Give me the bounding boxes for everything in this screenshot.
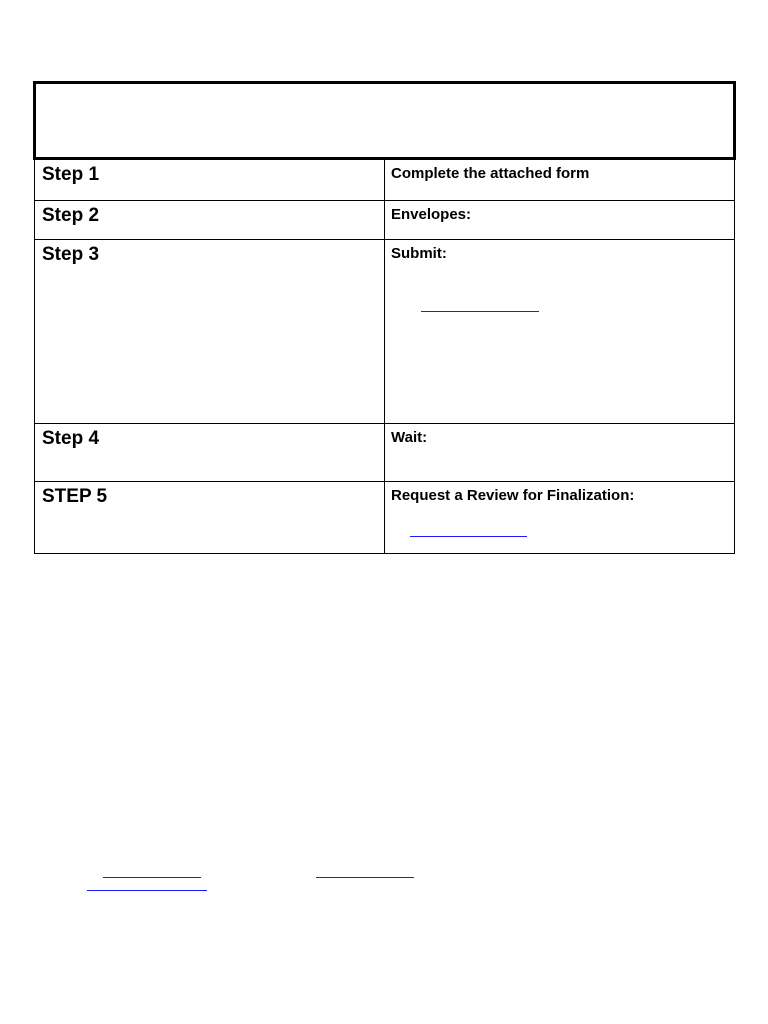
step-label-cell — [35, 482, 385, 554]
step-3-label: Step 3 — [42, 244, 100, 265]
footer-link-3-underline[interactable] — [87, 890, 207, 891]
step-1-content: Complete the attached form — [391, 165, 590, 182]
footer-link-1-underline[interactable] — [103, 877, 201, 878]
table-row — [35, 201, 735, 240]
step-4-label: Step 4 — [42, 428, 100, 449]
step-content-cell — [385, 482, 735, 554]
step-2-content: Envelopes: — [391, 206, 472, 223]
table-row — [35, 159, 735, 201]
step-label-cell — [35, 201, 385, 240]
step-label-cell — [35, 240, 385, 424]
step-label-cell — [35, 424, 385, 482]
step-1-label: Step 1 — [42, 164, 100, 185]
step-4-content: Wait: — [391, 429, 428, 446]
step-label-cell — [35, 159, 385, 201]
step-content-cell — [385, 424, 735, 482]
table-row — [35, 424, 735, 482]
step-5-content: Request a Review for Finalization: — [391, 487, 635, 504]
step-content-cell — [385, 240, 735, 424]
footer-link-2-underline[interactable] — [316, 877, 414, 878]
table-row — [35, 482, 735, 554]
review-link-underline[interactable] — [410, 536, 527, 537]
steps-table — [33, 81, 736, 554]
step-5-label: STEP 5 — [42, 486, 108, 507]
step-content-cell — [385, 159, 735, 201]
step-content-cell — [385, 201, 735, 240]
table-row — [35, 240, 735, 424]
table-header-box — [35, 83, 735, 159]
step-3-content: Submit: — [391, 245, 447, 262]
submit-link-underline[interactable] — [421, 311, 539, 312]
step-2-label: Step 2 — [42, 205, 100, 226]
